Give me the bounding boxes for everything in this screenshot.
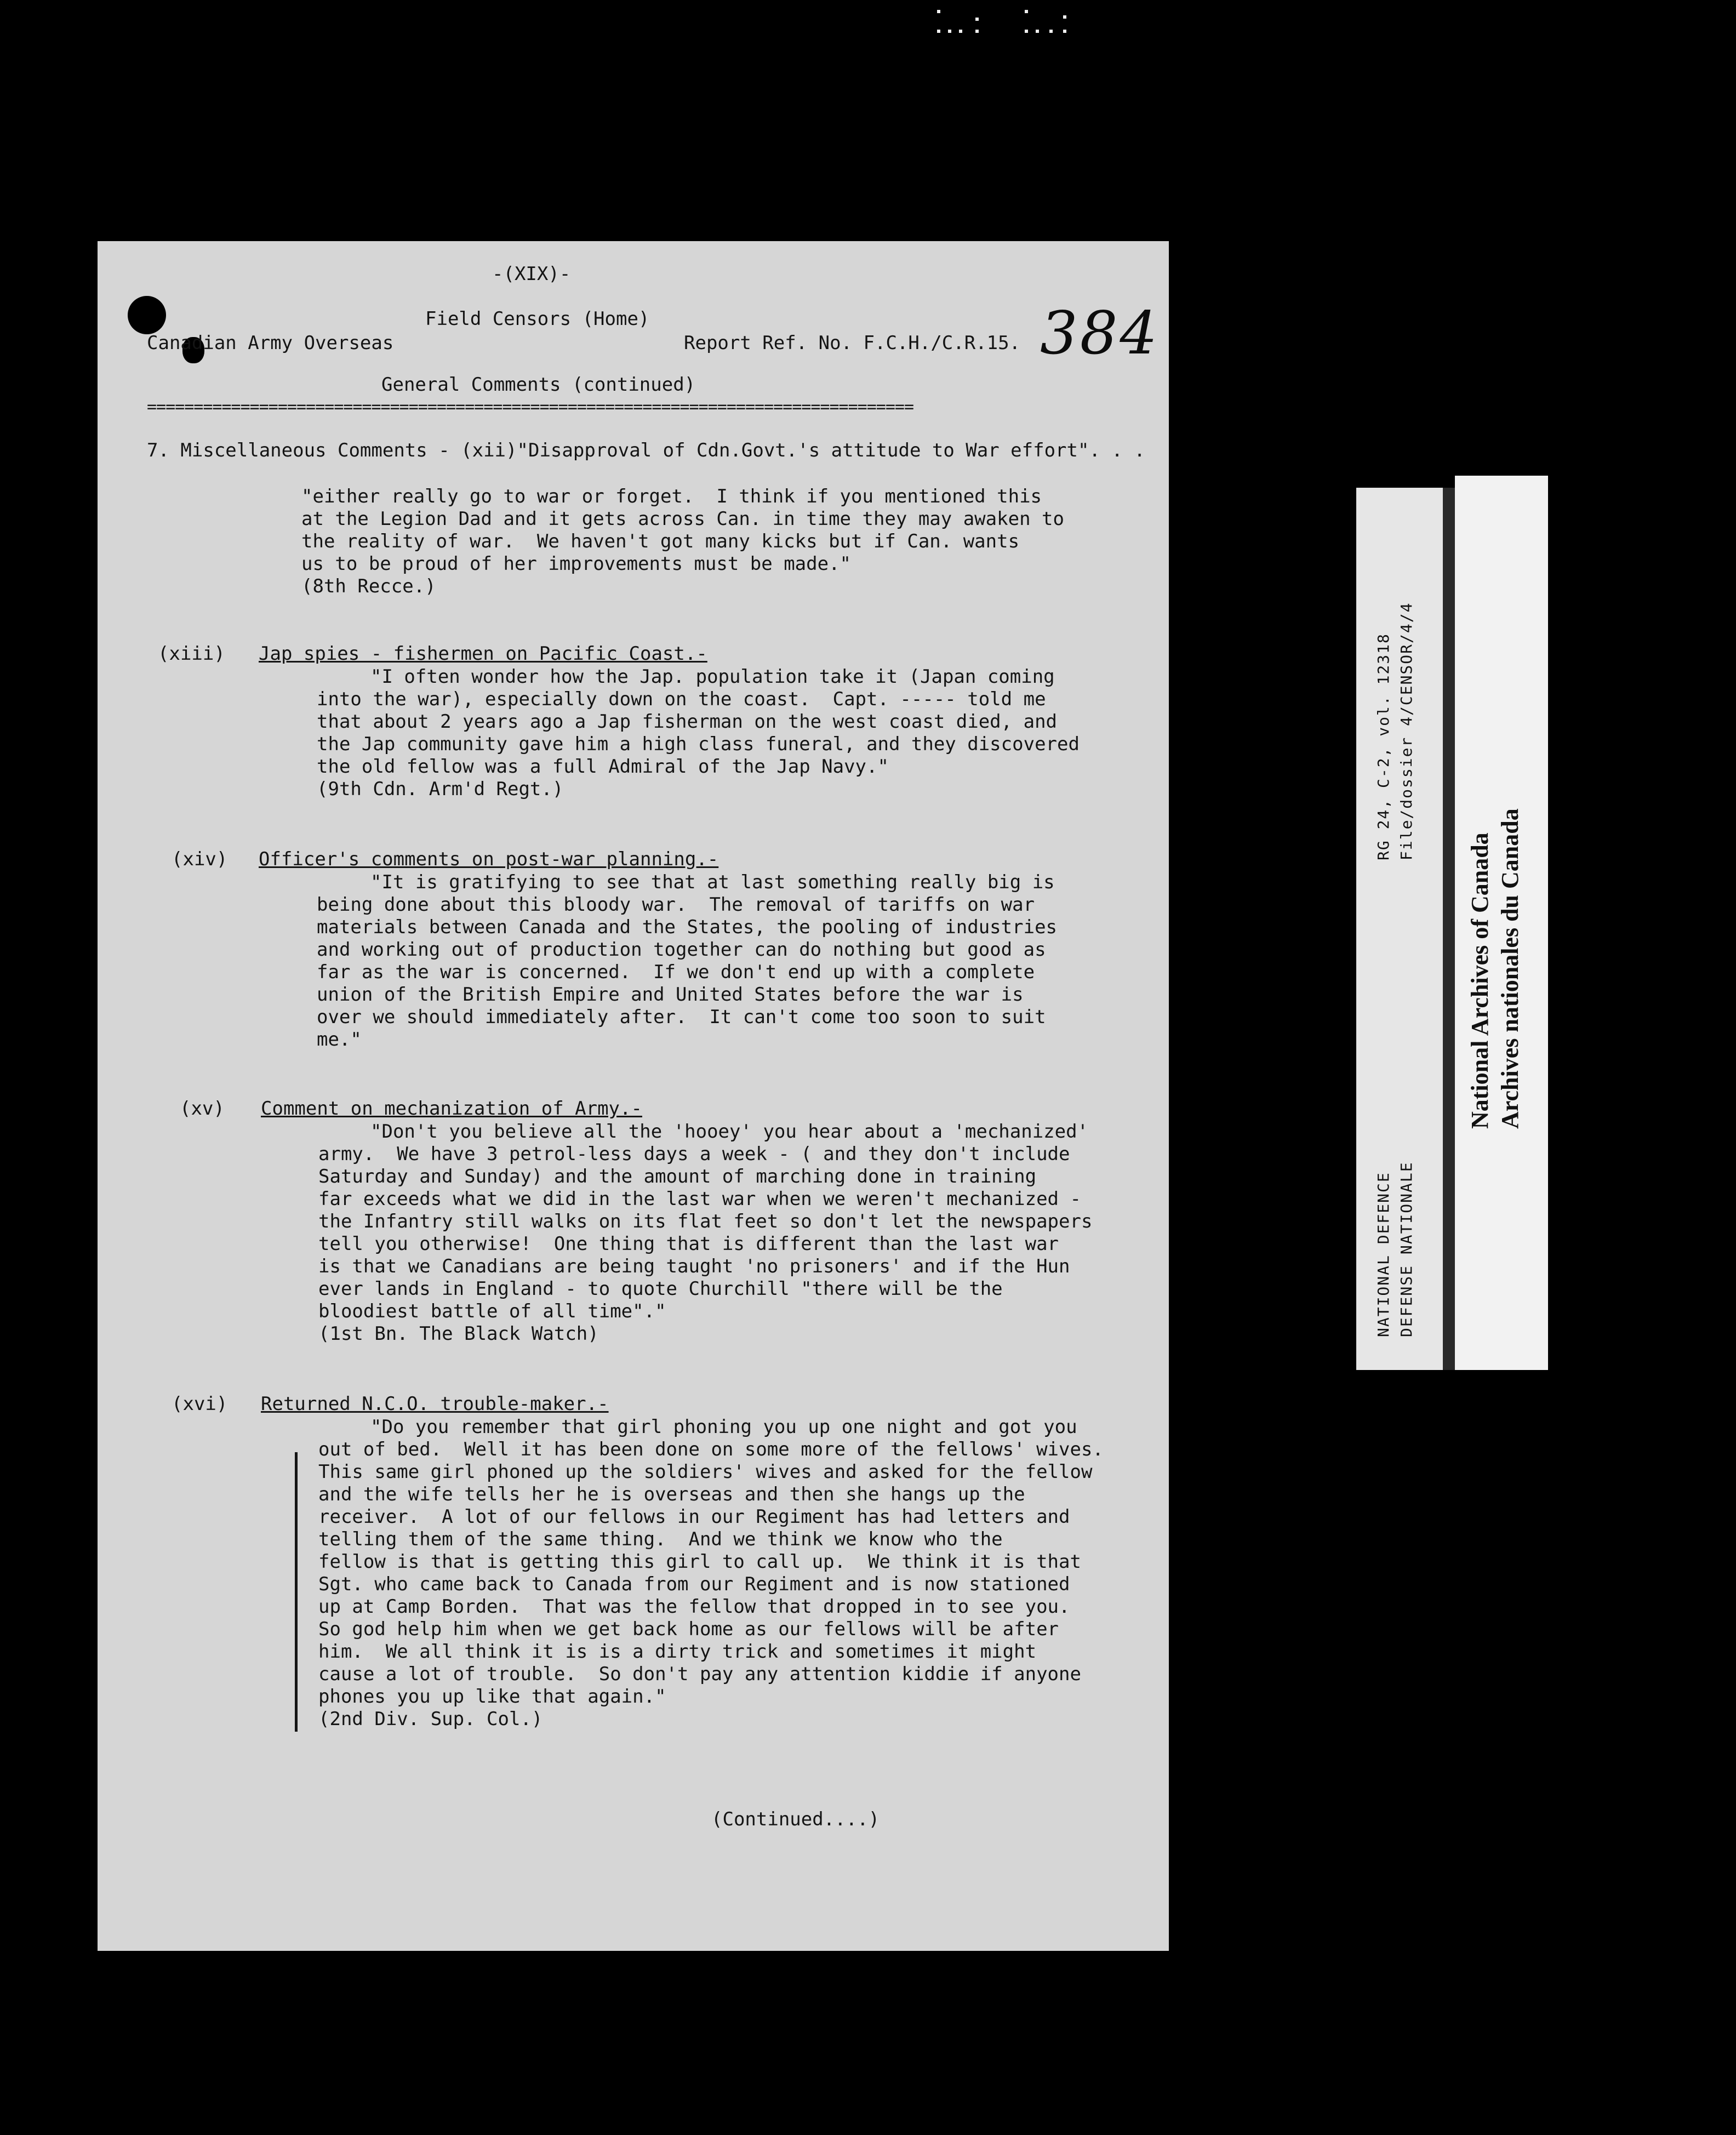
section-heading: General Comments (continued) xyxy=(381,374,696,396)
comment-line: is that we Canadians are being taught 'no prisoners' and if the Hun xyxy=(318,1255,1070,1277)
department-line-2: DEFENSE NATIONALE xyxy=(1397,1161,1415,1337)
left-header: Canadian Army Overseas xyxy=(147,332,394,354)
comment-line: being done about this bloody war. The removal of tariffs on war xyxy=(317,894,1035,916)
comment-line: far as the war is concerned. If we don't end up with a complete xyxy=(317,961,1035,983)
comment-line: army. We have 3 petrol-less days a week - ( and they don't include xyxy=(318,1143,1070,1165)
comment-number: (xvi) xyxy=(172,1393,228,1415)
comment-line: up at Camp Borden. That was the fellow that dropped in to see you. xyxy=(318,1596,1070,1618)
page-number: -(XIX)- xyxy=(492,263,571,285)
comment-title: Comment on mechanization of Army.- xyxy=(261,1098,642,1120)
comment-line: phones you up like that again." xyxy=(318,1686,666,1708)
comment-number: (xv) xyxy=(180,1098,225,1120)
quote-line: "either really go to war or forget. I think if you mentioned this xyxy=(301,486,1042,507)
comment-line: the Jap community gave him a high class funeral, and they discovered xyxy=(317,733,1080,755)
comment-line: materials between Canada and the States, the pooling of industries xyxy=(317,916,1058,938)
unit-title: Field Censors (Home) xyxy=(425,308,650,330)
quote-line: the reality of war. We haven't got many kicks but if Can. wants xyxy=(301,530,1020,552)
archives-name-french: Archives nationales du Canada xyxy=(1497,808,1523,1129)
comment-line: into the war), especially down on the coast. Capt. ----- told me xyxy=(317,688,1046,710)
archive-label-divider xyxy=(1443,488,1455,1370)
comment-number: (xiii) xyxy=(158,643,225,665)
section-divider: ================================================================================== xyxy=(147,397,914,416)
comment-line: him. We all think it is is a dirty trick and sometimes it might xyxy=(318,1641,1037,1663)
comment-source: (9th Cdn. Arm'd Regt.) xyxy=(317,778,564,800)
archive-reference-line-2: File/dossier 4/CENSOR/4/4 xyxy=(1397,602,1415,860)
comment-line: This same girl phoned up the soldiers' wives and asked for the fellow xyxy=(318,1461,1093,1483)
comment-line: the old fellow was a full Admiral of the Jap Navy." xyxy=(317,756,889,778)
document-page xyxy=(98,241,1169,1951)
comment-line: Saturday and Sunday) and the amount of marching done in training xyxy=(318,1166,1037,1188)
comment-line: bloodiest battle of all time"." xyxy=(318,1300,666,1322)
margin-marking xyxy=(295,1452,298,1732)
comment-line: and the wife tells her he is overseas and then she hangs up the xyxy=(318,1483,1025,1505)
comment-line: telling them of the same thing. And we think we know who the xyxy=(318,1528,1003,1550)
comment-line: "Don't you believe all the 'hooey' you hear about a 'mechanized' xyxy=(370,1121,1089,1143)
comment-number: (xiv) xyxy=(172,848,228,870)
archive-reference-line-1: RG 24, C-2, vol. 12318 xyxy=(1374,633,1392,860)
comment-title: Jap spies - fishermen on Pacific Coast.- xyxy=(259,643,707,665)
comment-title: Returned N.C.O. trouble-maker.- xyxy=(261,1393,609,1415)
folio-number: 384 xyxy=(1040,299,1160,368)
comment-line: that about 2 years ago a Jap fisherman on the west coast died, and xyxy=(317,711,1058,733)
comment-line: me." xyxy=(317,1029,362,1051)
comment-source: (1st Bn. The Black Watch) xyxy=(318,1323,599,1345)
comment-line: cause a lot of trouble. So don't pay any attention kiddie if anyone xyxy=(318,1663,1081,1685)
comment-line: out of bed. Well it has been done on some more of the fellows' wives. xyxy=(318,1438,1104,1460)
comment-line: tell you otherwise! One thing that is different than the last war xyxy=(318,1233,1059,1255)
punch-hole xyxy=(128,296,166,334)
quote-source: (8th Recce.) xyxy=(301,575,436,597)
comment-line: ever lands in England - to quote Churchill "there will be the xyxy=(318,1278,1003,1300)
archives-name-english: National Archives of Canada xyxy=(1466,832,1493,1129)
comment-line: So god help him when we get back home as our fellows will be after xyxy=(318,1618,1059,1640)
comment-line: Sgt. who came back to Canada from our Regiment and is now stationed xyxy=(318,1573,1070,1595)
item-heading: 7. Miscellaneous Comments - (xii)"Disapproval of Cdn.Govt.'s attitude to War effort". . . xyxy=(147,439,1145,461)
department-line-1: NATIONAL DEFENCE xyxy=(1374,1172,1392,1337)
comment-line: fellow is that is getting this girl to call up. We think it is that xyxy=(318,1551,1081,1573)
comment-line: the Infantry still walks on its flat feet so don't let the newspapers xyxy=(318,1211,1093,1232)
continued-note: (Continued....) xyxy=(711,1808,880,1830)
comment-line: over we should immediately after. It can't come too soon to suit xyxy=(317,1006,1046,1028)
comment-source: (2nd Div. Sup. Col.) xyxy=(318,1708,543,1730)
quote-line: at the Legion Dad and it gets across Can. in time they may awaken to xyxy=(301,508,1064,530)
comment-line: and working out of production together can do nothing but good as xyxy=(317,939,1046,961)
comment-line: "It is gratifying to see that at last something really big is xyxy=(370,871,1055,893)
comment-line: union of the British Empire and United States before the war is xyxy=(317,984,1024,1006)
scan-registration-marks xyxy=(926,10,1090,43)
comment-title: Officer's comments on post-war planning.- xyxy=(259,848,719,870)
comment-line: "I often wonder how the Jap. population take it (Japan coming xyxy=(370,666,1055,688)
comment-line: receiver. A lot of our fellows in our Regiment has had letters and xyxy=(318,1506,1070,1528)
comment-line: far exceeds what we did in the last war when we weren't mechanized - xyxy=(318,1188,1081,1210)
comment-line: "Do you remember that girl phoning you up one night and got you xyxy=(370,1416,1077,1438)
report-reference: Report Ref. No. F.C.H./C.R.15. xyxy=(684,332,1021,354)
quote-line: us to be proud of her improvements must be made." xyxy=(301,553,852,575)
